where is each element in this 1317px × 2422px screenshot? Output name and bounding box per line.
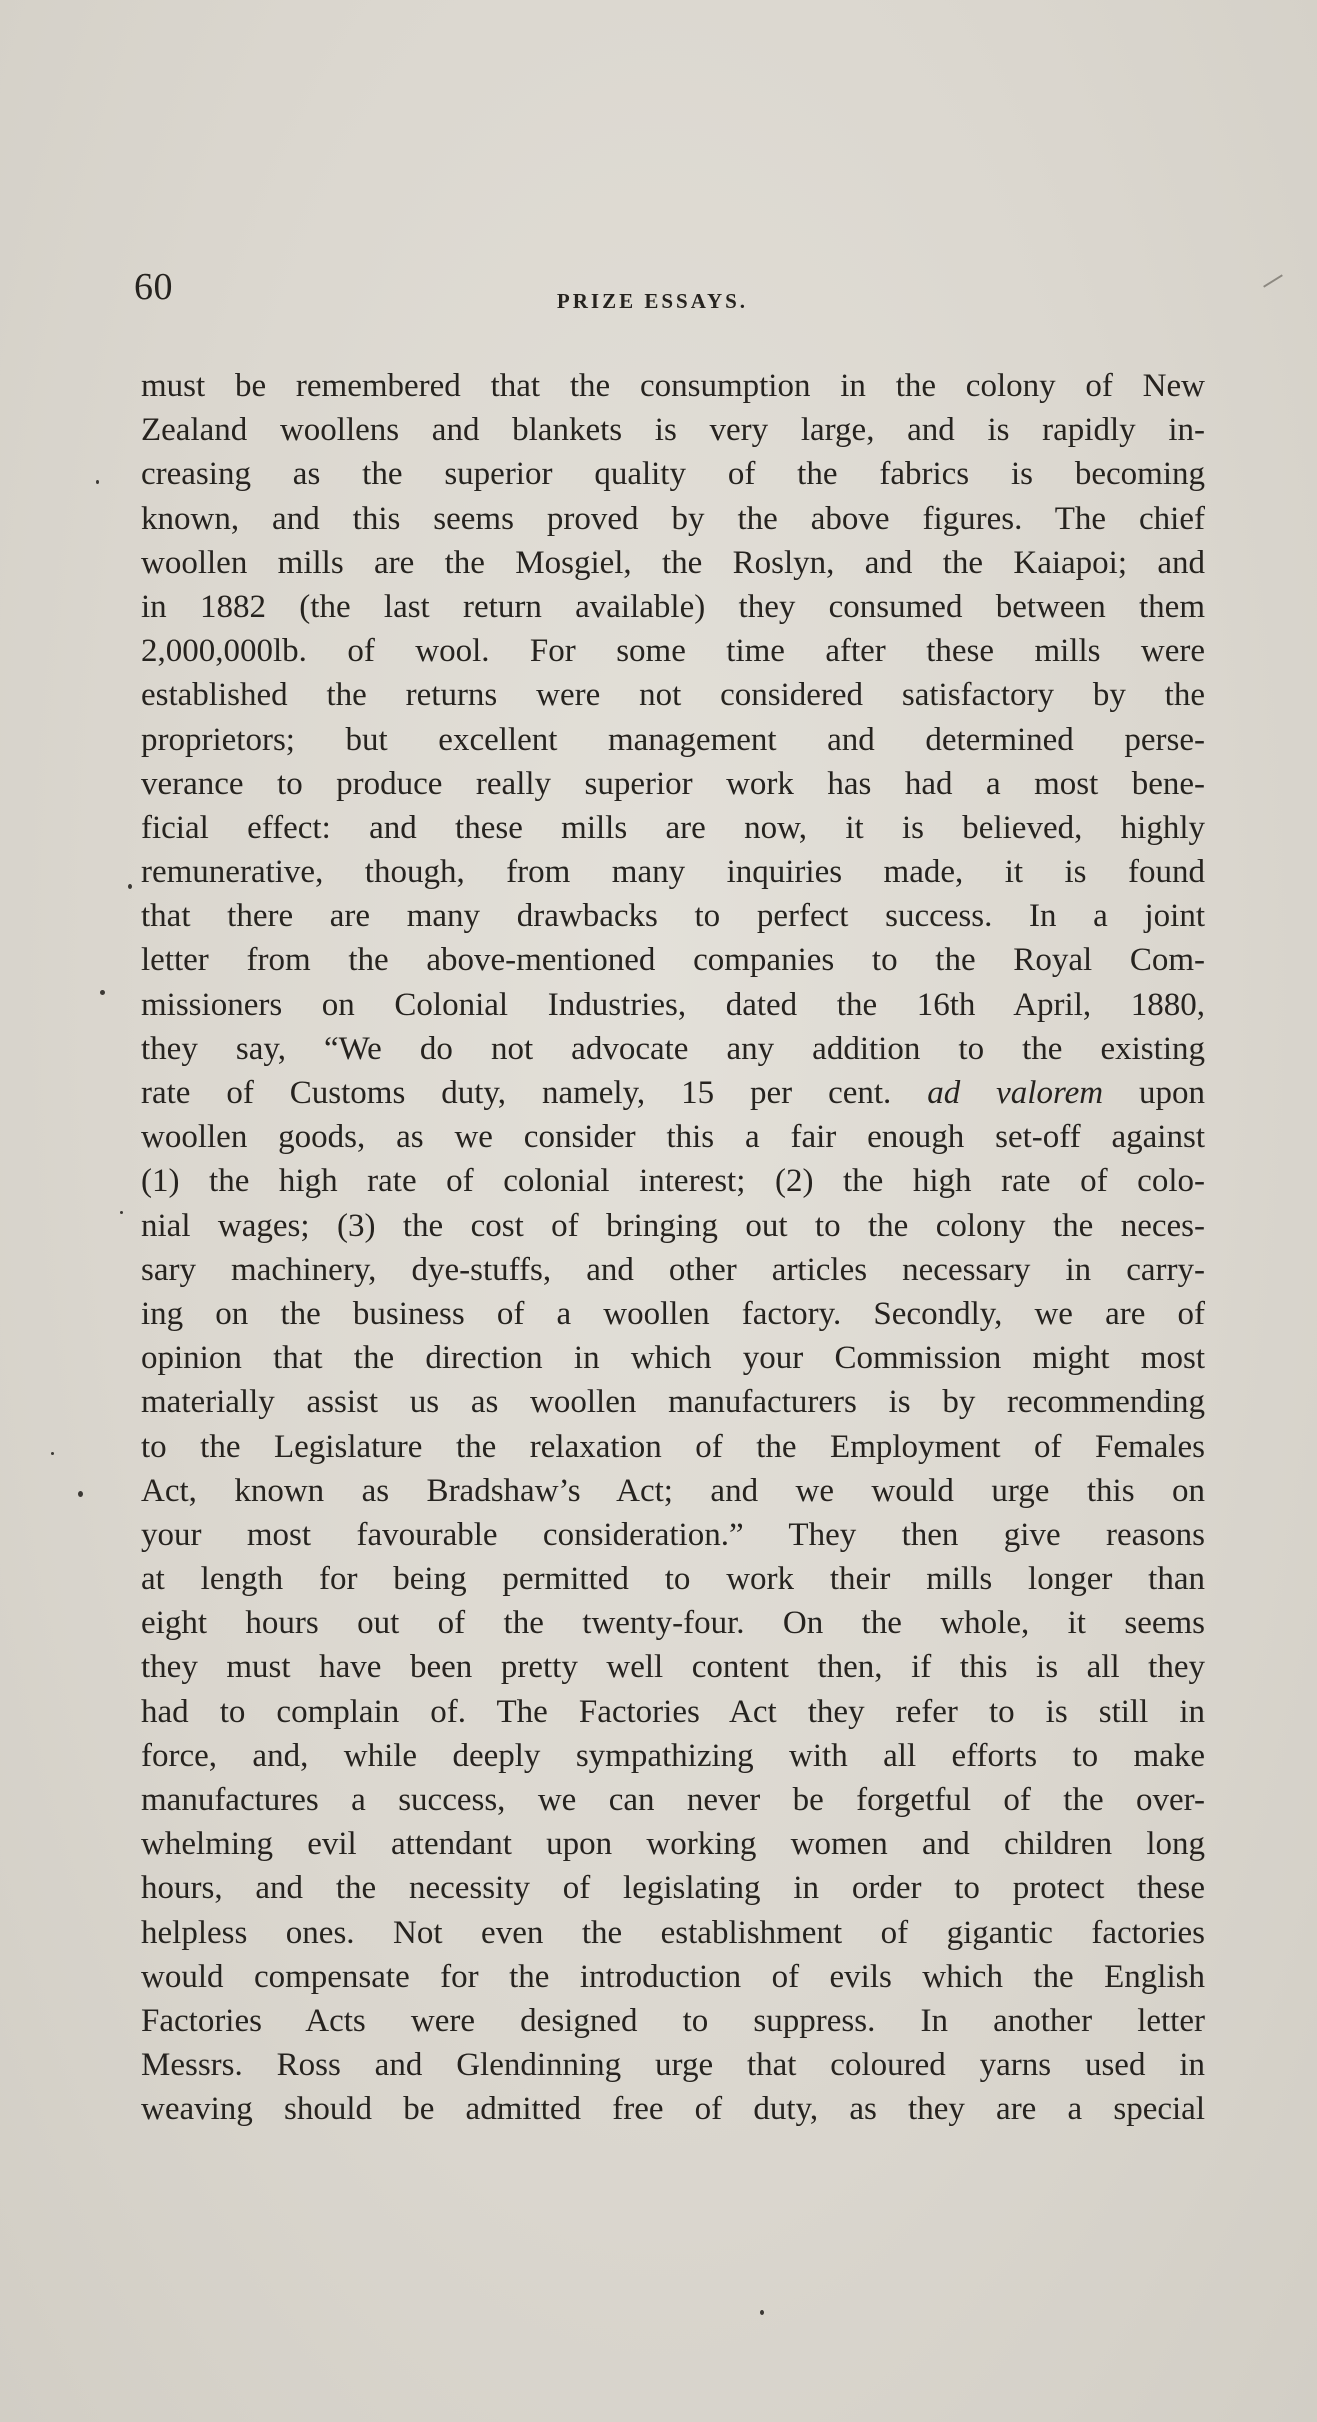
text-line: whelming evil attendant upon working women and children long [141, 1826, 1205, 1863]
margin-mark [1263, 274, 1283, 287]
text-line: opinion that the direction in which your Commission might most [141, 1340, 1205, 1377]
italic-phrase: ad valorem [927, 1075, 1104, 1111]
text-line: in 1882 (the last return available) they consumed between them [141, 588, 1205, 625]
text-line: helpless ones. Not even the establishment of gigantic factories [141, 1914, 1205, 1951]
text-line: force, and, while deeply sympathizing with all efforts to make [141, 1737, 1205, 1774]
text-line: Act, known as Bradshaw’s Act; and we would urge this on [141, 1472, 1205, 1509]
text-line: missioners on Colonial Industries, dated the 16th April, 1880, [141, 986, 1205, 1023]
print-speck [760, 2310, 764, 2315]
print-speck [96, 480, 99, 484]
text-line: had to complain of. The Factories Act they refer to is still in [141, 1693, 1205, 1730]
text-line: Zealand woollens and blankets is very large, and is rapidly in- [141, 412, 1205, 449]
text-line: woollen mills are the Mosgiel, the Roslyn, and the Kaiapoi; and [141, 544, 1205, 581]
page-number: 60 [134, 266, 173, 308]
text-line: they must have been pretty well content then, if this is all they [141, 1649, 1205, 1686]
text-line: Factories Acts were designed to suppress. In another letter [141, 2002, 1205, 2039]
text-line: creasing as the superior quality of the fabrics is becoming [141, 456, 1205, 493]
text-line: sary machinery, dye-stuffs, and other articles necessary in carry- [141, 1251, 1205, 1288]
print-speck [120, 1211, 123, 1214]
text-line: letter from the above-mentioned companies to the Royal Com- [141, 942, 1205, 979]
text-line: known, and this seems proved by the above figures. The chief [141, 500, 1205, 537]
text-line: would compensate for the introduction of evils which the English [141, 1958, 1205, 1995]
print-speck [100, 990, 105, 995]
text-line: proprietors; but excellent management and determined perse- [141, 721, 1205, 758]
text-line: at length for being permitted to work their mills longer than [141, 1561, 1205, 1598]
text-line: they say, “We do not advocate any addition to the existing [141, 1030, 1205, 1067]
text-line: manufactures a success, we can never be forgetful of the over- [141, 1782, 1205, 1818]
running-head-text: PRIZE ESSAYS. [556, 289, 749, 313]
text-line: that there are many drawbacks to perfect success. In a joint [141, 898, 1205, 935]
text-line: verance to produce really superior work has had a most bene- [141, 765, 1205, 802]
text-line: rate of Customs duty, namely, 15 per cent. ad valorem upon [141, 1075, 1206, 1111]
text-line: remunerative, though, from many inquiries made, it is found [141, 854, 1205, 891]
text-line: ficial effect: and these mills are now, it is believed, highly [141, 809, 1205, 846]
text-line: eight hours out of the twenty-four. On the whole, it seems [141, 1605, 1205, 1642]
print-speck [78, 1491, 83, 1497]
body-text [141, 364, 1205, 2132]
text-line: nial wages; (3) the cost of bringing out to the colony the neces- [141, 1207, 1205, 1244]
running-head [0, 291, 1317, 312]
print-speck [128, 884, 132, 889]
text-line: established the returns were not considered satisfactory by the [141, 677, 1205, 714]
text-line: weaving should be admitted free of duty, as they are a special [141, 2091, 1205, 2128]
text-line: to the Legislature the relaxation of the Employment of Females [141, 1428, 1205, 1465]
print-speck [51, 1452, 54, 1455]
text-line: your most favourable consideration.” They then give reasons [141, 1516, 1205, 1553]
text-line: ing on the business of a woollen factory. Secondly, we are of [141, 1295, 1205, 1332]
text-line: must be remembered that the consumption in the colony of New [141, 368, 1205, 404]
text-line: materially assist us as woollen manufacturers is by recommending [141, 1384, 1205, 1421]
text-line: woollen goods, as we consider this a fair enough set-off against [141, 1119, 1205, 1156]
text-line: hours, and the necessity of legislating in order to protect these [141, 1870, 1205, 1907]
text-line: (1) the high rate of colonial interest; (2) the high rate of colo- [141, 1163, 1205, 1200]
text-line: 2,000,000lb. of wool. For some time after these mills were [141, 633, 1205, 670]
text-line: Messrs. Ross and Glendinning urge that coloured yarns used in [141, 2047, 1205, 2084]
